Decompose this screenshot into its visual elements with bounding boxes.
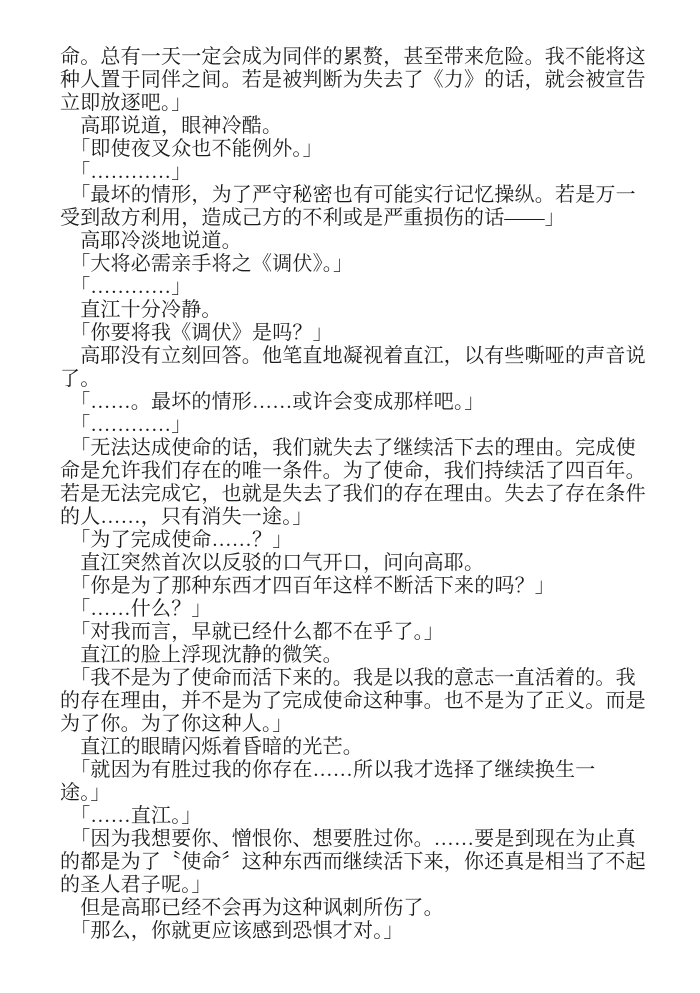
text-line: 了。 — [60, 368, 101, 390]
text-line: 「对我而言，早就已经什么都不在乎了。」 — [60, 621, 444, 643]
text-line: 「就因为有胜过我的你存在……所以我才选择了继续换生一 — [60, 759, 596, 781]
text-line: 「你要将我《调伏》是吗？」 — [60, 322, 333, 344]
text-line: 为了你。为了你这种人。」 — [60, 713, 293, 735]
text-line: 途。」 — [60, 782, 111, 804]
text-line: 的都是为了〝使命〞这种东西而继续活下来，你还真是相当了不起 — [60, 851, 646, 873]
text-line: 「…………」 — [60, 414, 192, 436]
text-line: 「我不是为了使命而活下来的。我是以我的意志一直活着的。我 — [60, 667, 636, 689]
text-line: 受到敌方利用，造成己方的不利或是严重损伤的话——」 — [60, 207, 565, 229]
text-line: 「……。最坏的情形……或许会变成那样吧。」 — [60, 391, 485, 413]
text-line: 直江的眼睛闪烁着昏暗的光芒。 — [60, 736, 363, 758]
text-line: 种人置于同伴之间。若是被判断为失去了《力》的话，就会被宣告 — [60, 69, 646, 91]
text-line: 「…………」 — [60, 276, 192, 298]
text-line: 「……什么？」 — [60, 598, 212, 620]
text-line: 「…………」 — [60, 161, 192, 183]
text-line: 的人……，只有消失一途。」 — [60, 506, 313, 528]
text-line: 「……直江。」 — [60, 805, 202, 827]
text-line: 高耶冷淡地说道。 — [60, 230, 242, 252]
text-line: 立即放逐吧。」 — [60, 92, 192, 114]
text-line: 「你是为了那种东西才四百年这样不断活下来的吗？」 — [60, 575, 555, 597]
text-line: 「那么，你就更应该感到恐惧才对。」 — [60, 920, 404, 942]
text-line: 但是高耶已经不会再为这种讽刺所伤了。 — [60, 897, 444, 919]
text-line: 的圣人君子呢。」 — [60, 874, 212, 896]
text-line: 若是无法完成它，也就是失去了我们的存在理由。失去了存在条件 — [60, 483, 646, 505]
text-line: 「无法达成使命的话，我们就失去了继续活下去的理由。完成使 — [60, 437, 636, 459]
text-line: 「最坏的情形，为了严守秘密也有可能实行记忆操纵。若是万一 — [60, 184, 636, 206]
text-line: 直江突然首次以反驳的口气开口，问向高耶。 — [60, 552, 485, 574]
text-line: 命。总有一天一定会成为同伴的累赘，甚至带来危险。我不能将这 — [60, 46, 646, 68]
text-line: 直江十分冷静。 — [60, 299, 222, 321]
text-line: 高耶说道，眼神冷酷。 — [60, 115, 283, 137]
text-line: 的存在理由，并不是为了完成使命这种事。也不是为了正义。而是 — [60, 690, 646, 712]
text-line: 「大将必需亲手将之《调伏》。」 — [60, 253, 354, 275]
text-line: 「因为我想要你、憎恨你、想要胜过你。……要是到现在为止真 — [60, 828, 636, 850]
text-line: 命是允许我们存在的唯一条件。为了使命，我们持续活了四百年。 — [60, 460, 646, 482]
text-line: 直江的脸上浮现沈静的微笑。 — [60, 644, 343, 666]
text-line: 高耶没有立刻回答。他笔直地凝视着直江，以有些嘶哑的声音说 — [60, 345, 646, 367]
text-line: 「为了完成使命……？」 — [60, 529, 293, 551]
text-line: 「即使夜叉众也不能例外。」 — [60, 138, 323, 160]
